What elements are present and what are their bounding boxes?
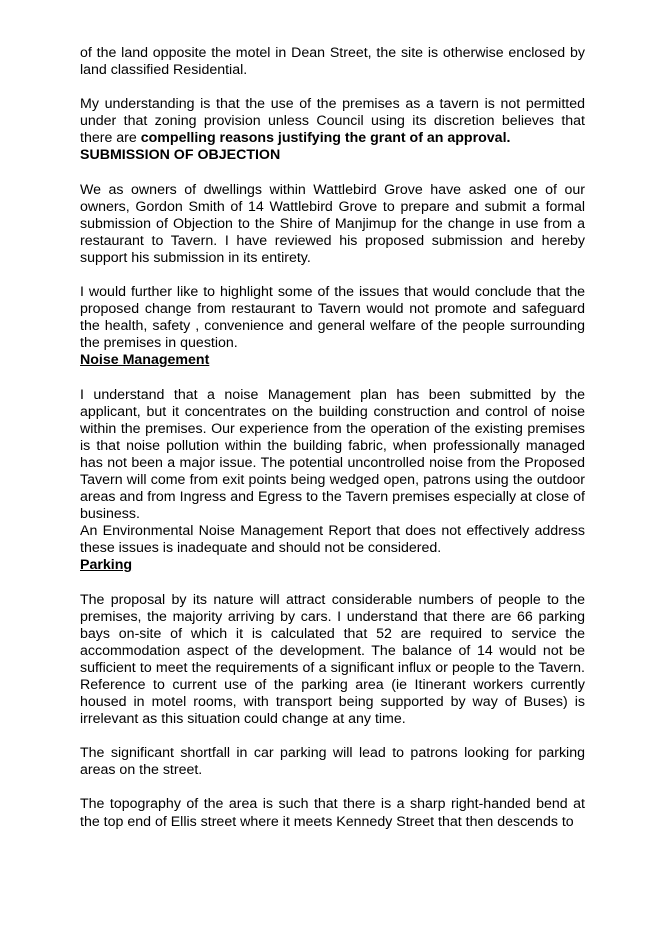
paragraph-issues: I would further like to highlight some of the issues that would conclude that the proposed change from restaurant to Tavern would not promote and safeguard the health, safety , convenience and general welfare of the people surrounding the premises in question. [80,284,585,352]
paragraph-noise-plan: I understand that a noise Management plan has been submitted by the applicant, but it concentrates on the building construction and control of noise within the premises. Our experience from the operation of the existing premises is that noise pollution within the building fabric, when professionally managed has not been a major issue. The potential uncontrolled noise from the Proposed Tavern will come from exit points being wedged open, patrons using the outdoor areas and from Ingress and Egress to the Tavern premises especially at close of business. [80,386,585,523]
heading-noise-management: Noise Management [80,352,210,369]
paragraph-parking-shortfall: The significant shortfall in car parking will lead to patrons looking for parking areas on the street. [80,745,585,779]
heading-submission-of-objection: SUBMISSION OF OBJECTION [80,147,281,164]
heading-parking: Parking [80,557,133,574]
paragraph-owners-submission: We as owners of dwellings within Wattlebird Grove have asked one of our owners, Gordon Smith of 14 Wattlebird Grove to prepare and submit a formal submission of Objection to the Shire of Manjimup for the change in use from a restaurant to Tavern. I have reviewed his proposed submission and hereby support his submission in its entirety. [80,181,585,266]
paragraph-zoning [80,96,585,147]
paragraph-land-classification: of the land opposite the motel in Dean Street, the site is otherwise enclosed by land classified Residential. [80,45,585,79]
zoning-text: My understanding is that the use of the premises as a tavern is not permitted under that zoning provision unless Council using its discretion believes that there are [80,96,585,147]
paragraph-topography: The topography of the area is such that there is a sharp right-handed bend at the top end of Ellis street where it meets Kennedy Street that then descends to [80,796,585,830]
zoning-emphasis: compelling reasons justifying the grant of an approval. [140,130,511,147]
paragraph-noise-report: An Environmental Noise Management Report that does not effectively address these issues is inadequate and should not be considered. [80,523,585,557]
paragraph-parking-bays: The proposal by its nature will attract considerable numbers of people to the premises, the majority arriving by cars. I understand that there are 66 parking bays on-site of which it is calculated that 52 are required to service the accommodation aspect of the development. The balance of 14 would not be sufficient to meet the requirements of a significant influx or people to the Tavern. Reference to current use of the parking area (ie Itinerant workers currently housed in motel rooms, with transport being supported by way of Buses) is irrelevant as this situation could change at any time. [80,591,585,728]
